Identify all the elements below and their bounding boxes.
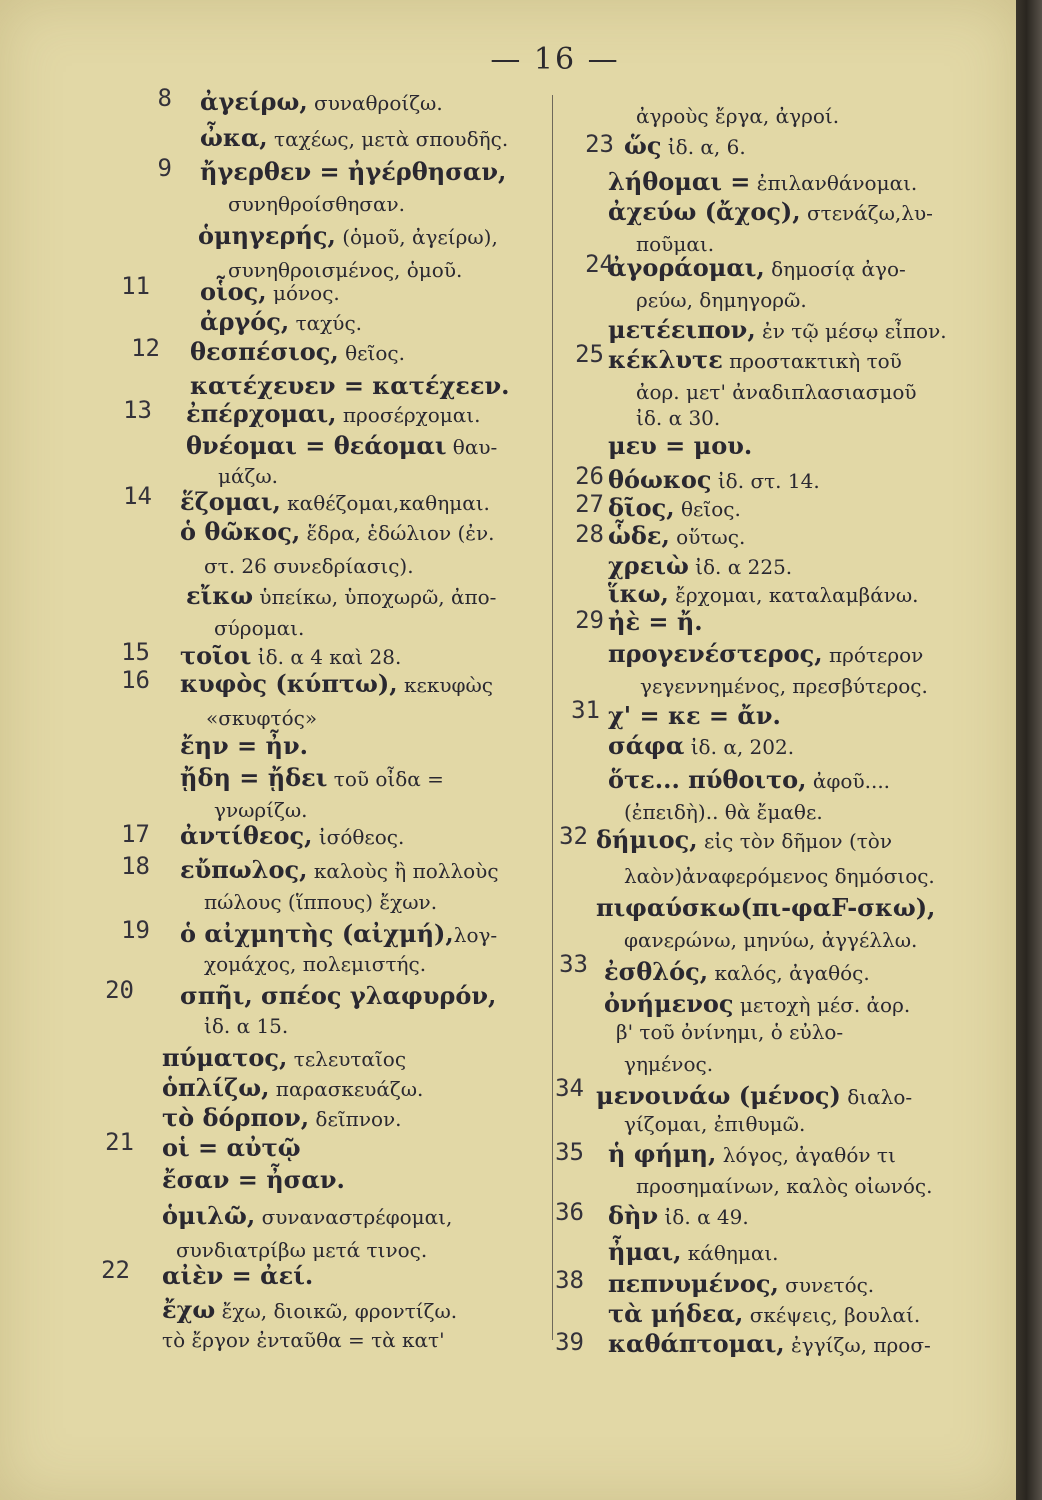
headword: ἀργός, <box>200 307 290 336</box>
gloss: ἕδρα, ἑδώλιον (ἐν. <box>300 521 495 545</box>
headword: πύματος, <box>162 1043 288 1072</box>
gloss: γεγεννημένος, πρεσβύτερος. <box>640 674 928 698</box>
left-verse-number: 8 <box>157 84 172 112</box>
left-entry-line <box>206 704 317 734</box>
gloss: κάθημαι. <box>681 1241 779 1265</box>
gloss: κεκυφὼς <box>397 673 493 697</box>
headword: δὴν <box>608 1201 659 1230</box>
right-verse-number: 31 <box>571 696 600 724</box>
right-entry-line <box>608 346 902 376</box>
left-verse-number: 22 <box>101 1256 130 1284</box>
gloss: γημένος. <box>624 1052 714 1076</box>
left-verse-number: 12 <box>131 334 160 362</box>
gloss: πρότερον <box>822 643 924 667</box>
headword: τὸ δόρπον, <box>162 1103 310 1132</box>
right-entry-line <box>636 102 839 132</box>
gloss: ἀγροὺς ἔργα, ἀγροί. <box>636 104 840 128</box>
gloss: καθέζομαι,καθημαι. <box>280 491 490 515</box>
gloss: πώλους (ἵππους) ἔχων. <box>204 890 438 914</box>
right-entry-line <box>608 466 820 496</box>
gloss: σκέψεις, βουλαί. <box>743 1303 921 1327</box>
left-entry-line <box>200 158 506 188</box>
left-entry-line <box>228 190 405 220</box>
right-verse-number: 39 <box>555 1328 584 1356</box>
left-verse-number: 11 <box>121 272 150 300</box>
left-entry-line <box>204 950 426 980</box>
left-verse-number: 21 <box>105 1128 134 1156</box>
headword: σάφα <box>608 731 685 760</box>
right-entry-line <box>608 494 741 524</box>
headword: χ' = κε = ἄν. <box>608 701 781 730</box>
headword: αἰὲν = ἀεί. <box>162 1261 314 1290</box>
right-entry-line <box>604 958 870 988</box>
gloss: σύρομαι. <box>214 616 305 640</box>
left-entry-line <box>162 1326 445 1356</box>
right-entry-line <box>608 1270 874 1300</box>
right-entry-line <box>608 432 752 462</box>
headword: ὁπλίζω, <box>162 1073 270 1102</box>
left-entry-line <box>180 488 490 518</box>
headword: ἐπέρχομαι, <box>186 399 337 428</box>
right-verse-number: 28 <box>575 520 604 548</box>
left-entry-line <box>204 552 414 582</box>
gloss: στ. 26 συνεδρίασις). <box>204 554 414 578</box>
left-entry-line <box>200 88 443 118</box>
gloss: καλός, ἀγαθός. <box>708 961 870 985</box>
right-verse-number: 29 <box>575 606 604 634</box>
gloss: συνετός. <box>778 1273 875 1297</box>
right-entry-line <box>596 1082 912 1112</box>
right-entry-line <box>596 894 935 924</box>
gloss: θεῖος. <box>338 341 405 365</box>
gloss: τοῦ οἶδα = <box>327 767 444 791</box>
gloss: τὸ ἔργον ἐνταῦθα = τὰ κατ' <box>162 1328 445 1352</box>
left-entry-line <box>162 1044 406 1074</box>
right-entry-line <box>608 1140 896 1170</box>
left-entry-line <box>190 372 509 402</box>
right-entry-line <box>624 926 917 956</box>
gloss: ταχέως, μετὰ σπουδῆς. <box>267 127 509 151</box>
gloss: συνδιατρίβω μετά τινος. <box>176 1238 428 1262</box>
left-entry-line <box>162 1202 452 1232</box>
right-entry-line <box>624 132 746 162</box>
headword: ἀντίθεος, <box>180 821 313 850</box>
gloss: συνηθροισμένος, ὁμοῦ. <box>228 258 463 282</box>
gloss: στενάζω,λυ- <box>800 201 933 225</box>
left-entry-line <box>200 124 508 154</box>
right-verse-number: 35 <box>555 1138 584 1166</box>
headword: θόωκος <box>608 465 712 494</box>
left-entry-line <box>180 518 495 548</box>
gloss: (ἐπειδὴ).. θὰ ἔμαθε. <box>624 800 823 824</box>
gloss: ἰδ. στ. 14. <box>711 469 820 493</box>
headword: ἔχω <box>162 1295 216 1324</box>
left-entry-line <box>162 1104 402 1134</box>
headword: ἠὲ = ἤ. <box>608 607 703 636</box>
gloss: δημοσίᾳ ἀγο- <box>764 257 906 281</box>
right-entry-line <box>608 168 917 198</box>
gloss: συναθροίζω. <box>307 91 443 115</box>
headword: μενοινάω (μένος) <box>596 1081 841 1110</box>
left-entry-line <box>180 670 493 700</box>
right-entry-line <box>616 1018 843 1048</box>
gloss: ἰδ. α 15. <box>204 1014 289 1038</box>
gloss: ταχύς. <box>289 311 363 335</box>
gloss: ἰδ. α, 202. <box>684 735 795 759</box>
right-verse-number: 23 <box>585 130 614 158</box>
headword: ἐσθλός, <box>604 957 709 986</box>
left-verse-number: 9 <box>157 154 172 182</box>
gloss: λογ- <box>453 923 498 947</box>
gloss: ποῦμαι. <box>636 232 715 256</box>
right-entry-line <box>608 1300 920 1330</box>
left-entry-line <box>162 1262 313 1292</box>
right-verse-number: 27 <box>575 490 604 518</box>
left-entry-line <box>162 1074 423 1104</box>
headword: ἡ φήμη, <box>608 1139 717 1168</box>
gloss: μόνος. <box>266 281 340 305</box>
right-verse-number: 36 <box>555 1198 584 1226</box>
left-entry-line <box>180 982 496 1012</box>
gloss: χομάχος, πολεμιστής. <box>204 952 427 976</box>
headword: οἷος, <box>200 277 267 306</box>
right-entry-line <box>636 1172 933 1202</box>
left-verse-number: 16 <box>121 666 150 694</box>
left-entry-line <box>180 822 404 852</box>
headword: ἔσαν = ἦσαν. <box>162 1165 345 1194</box>
headword: ᾔδη = ᾔδει <box>180 763 328 792</box>
right-entry-line <box>608 522 745 552</box>
right-entry-line <box>636 404 720 434</box>
gloss: συνηθροίσθησαν. <box>228 192 405 216</box>
headword: τὰ μήδεα, <box>608 1299 744 1328</box>
left-entry-line <box>162 1166 345 1196</box>
headword: ὁμιλῶ, <box>162 1201 256 1230</box>
right-entry-line <box>608 702 781 732</box>
gloss: ἐγγίζω, προσ- <box>784 1333 931 1357</box>
gloss: (ὁμοῦ, ἀγείρω), <box>335 225 498 249</box>
gloss: τελευταῖος <box>287 1047 407 1071</box>
headword: ὁ θῶκος, <box>180 517 301 546</box>
headword: κατέχευεν = κατέχεεν. <box>190 371 510 400</box>
gloss: συναναστρέφομαι, <box>255 1205 453 1229</box>
headword: πεπνυμένος, <box>608 1269 779 1298</box>
gloss: ἰδ. α 225. <box>688 555 793 579</box>
right-verse-number: 33 <box>559 950 588 978</box>
gloss: ἔχω, διοικῶ, φροντίζω. <box>215 1299 458 1323</box>
left-entry-line <box>186 400 480 430</box>
right-verse-number: 25 <box>575 340 604 368</box>
headword: χρειὼ <box>608 551 689 580</box>
left-entry-line <box>180 764 444 794</box>
left-entry-line <box>180 920 497 950</box>
gloss: ὑπείκω, ὑποχωρῶ, ἀπο- <box>253 585 497 609</box>
gloss: θεῖος. <box>674 497 741 521</box>
gloss: γνωρίζω. <box>214 798 308 822</box>
right-entry-line <box>608 552 792 582</box>
headword: πιφαύσκω(πι-φαF-σκω), <box>596 893 936 922</box>
left-verse-number: 20 <box>105 976 134 1004</box>
headword: ἀγοράομαι, <box>608 253 765 282</box>
right-entry-line <box>608 316 947 346</box>
headword: ἦμαι, <box>608 1237 682 1266</box>
right-entry-line <box>608 198 933 228</box>
gloss: ἰδ. α 49. <box>658 1205 749 1229</box>
left-entry-line <box>214 614 304 644</box>
gloss: προστακτικὴ τοῦ <box>722 349 902 373</box>
gloss: φανερώνω, μηνύω, ἀγγέλλω. <box>624 928 918 952</box>
gloss: ἐν τῷ μέσῳ εἶπον. <box>755 319 947 343</box>
gloss: β' τοῦ ὀνίνημι, ὁ εὐλο- <box>616 1020 844 1044</box>
gloss: «σκυφτός» <box>206 706 318 730</box>
right-entry-line <box>608 640 923 670</box>
left-entry-line <box>186 582 496 612</box>
left-entry-line <box>180 856 499 886</box>
right-verse-number: 38 <box>555 1266 584 1294</box>
right-entry-line <box>636 286 807 316</box>
headword: καθάπτομαι, <box>608 1329 785 1358</box>
left-verse-number: 19 <box>121 916 150 944</box>
headword: κέκλυτε <box>608 345 723 374</box>
gloss: ἀορ. μετ' ἀναδιπλασιασμοῦ <box>636 380 917 404</box>
page-number: — 16 — <box>490 42 620 77</box>
headword: δήμιος, <box>596 825 698 854</box>
headword: σπῆι, σπέος γλαφυρόν, <box>180 981 497 1010</box>
left-verse-number: 13 <box>123 396 152 424</box>
right-entry-line <box>608 732 794 762</box>
headword: ὁ αἰχμητὴς (αἰχμή), <box>180 919 454 948</box>
left-entry-line <box>180 642 401 672</box>
left-entry-line <box>200 308 362 338</box>
headword: ἀχεύω (ἄχος), <box>608 197 801 226</box>
headword: ὧδε, <box>608 521 670 550</box>
headword: δῖος, <box>608 493 675 522</box>
right-entry-line <box>608 1202 749 1232</box>
headword: εἴκω <box>186 581 254 610</box>
gloss: μάζω. <box>218 464 279 488</box>
gloss: διαλο- <box>840 1085 913 1109</box>
left-entry-line <box>190 338 405 368</box>
book-spine-edge <box>1016 0 1042 1500</box>
headword: τοῖοι <box>180 641 252 670</box>
headword: ὥς <box>624 131 662 160</box>
headword: θνέομαι = θεάομαι <box>186 431 447 460</box>
gloss: εἰς τὸν δῆμον (τὸν <box>697 829 893 853</box>
gloss: ἰδ. α, 6. <box>661 135 746 159</box>
left-entry-line <box>162 1134 301 1164</box>
headword: λήθομαι = <box>608 167 751 196</box>
gloss: ρεύω, δημηγορῶ. <box>636 288 807 312</box>
gloss: ἔρχομαι, καταλαμβάνω. <box>668 583 919 607</box>
headword: μευ = μου. <box>608 431 753 460</box>
headword: ἀγείρω, <box>200 87 308 116</box>
right-entry-line <box>624 1110 805 1140</box>
left-entry-line <box>204 888 437 918</box>
headword: θεσπέσιος, <box>190 337 339 366</box>
gloss: ἰδ. α 30. <box>636 406 721 430</box>
left-entry-line <box>198 222 498 252</box>
gloss: ἐπιλανθάνομαι. <box>750 171 918 195</box>
gloss: ἰδ. α 4 καὶ 28. <box>251 645 402 669</box>
gloss: θαυ- <box>446 435 498 459</box>
gloss: ἀφοῦ.... <box>806 769 891 793</box>
gloss: οὕτως. <box>669 525 746 549</box>
left-entry-line <box>186 432 497 462</box>
headword: ἕζομαι, <box>180 487 281 516</box>
right-entry-line <box>608 1238 779 1268</box>
headword: κυφὸς (κύπτω), <box>180 669 398 698</box>
headword: ἵκω, <box>608 579 669 608</box>
left-entry-line <box>180 732 308 762</box>
headword: ἤγερθεν = ἠγέρθησαν, <box>200 157 507 186</box>
right-entry-line <box>624 862 935 892</box>
gloss: λαὸν)ἀναφερόμενος δημόσιος. <box>624 864 935 888</box>
gloss: προσημαίνων, καλὸς οἰωνός. <box>636 1174 933 1198</box>
right-entry-line <box>608 1330 931 1360</box>
right-entry-line <box>604 990 910 1020</box>
headword: ὦκα, <box>200 123 268 152</box>
gloss: παρασκευάζω. <box>269 1077 424 1101</box>
left-verse-number: 15 <box>121 638 150 666</box>
right-verse-number: 26 <box>575 462 604 490</box>
headword: ἔην = ἦν. <box>180 731 308 760</box>
right-entry-line <box>608 766 890 796</box>
headword: προγενέστερος, <box>608 639 823 668</box>
right-entry-line <box>624 798 823 828</box>
gloss: γίζομαι, ἐπιθυμῶ. <box>624 1112 806 1136</box>
left-entry-line <box>204 1012 288 1042</box>
gloss: καλοὺς ἢ πολλοὺς <box>307 859 499 883</box>
headword: εὔπωλος, <box>180 855 308 884</box>
right-verse-number: 32 <box>559 822 588 850</box>
right-entry-line <box>608 580 919 610</box>
headword: ὁμηγερής, <box>198 221 336 250</box>
gloss: ἰσόθεος. <box>312 825 405 849</box>
gloss: δεῖπνον. <box>309 1107 402 1131</box>
right-entry-line <box>608 254 906 284</box>
left-entry-line <box>162 1296 457 1326</box>
headword: μετέειπον, <box>608 315 756 344</box>
gloss: μετοχὴ μέσ. ἀορ. <box>733 993 911 1017</box>
right-verse-number: 24 <box>585 250 614 278</box>
headword: οἱ = αὐτῷ <box>162 1133 301 1162</box>
left-verse-number: 17 <box>121 820 150 848</box>
right-entry-line <box>596 826 892 856</box>
headword: ὀνήμενος <box>604 989 734 1018</box>
right-entry-line <box>608 608 703 638</box>
left-entry-line <box>200 278 340 308</box>
headword: ὅτε... πύθοιτο, <box>608 765 807 794</box>
right-entry-line <box>640 672 928 702</box>
left-verse-number: 18 <box>121 852 150 880</box>
right-entry-line <box>624 1050 713 1080</box>
gloss: λόγος, ἀγαθόν τι <box>716 1143 896 1167</box>
right-verse-number: 34 <box>555 1074 584 1102</box>
left-verse-number: 14 <box>123 482 152 510</box>
gloss: προσέρχομαι. <box>336 403 481 427</box>
